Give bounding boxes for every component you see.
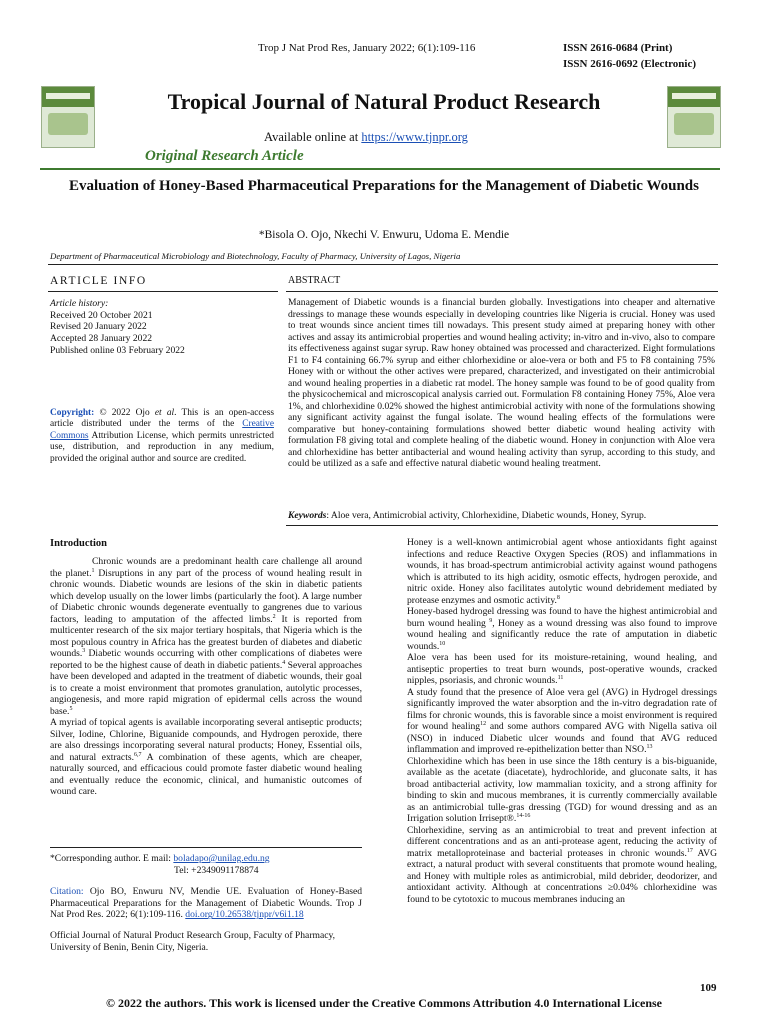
right-paragraph-6: Chlorhexidine, serving as an antimicrobial to treat and prevent infection at different concentrations and as an anti-protease agent, reducing the activity of matrix metalloproteinase and bacterial proteases in chronic wounds.$^{17}$ AVG extract, a natural product with several constituents that promote wound healing, and Honey with multiple roles as antimicrobial, mild debrider, deodorizer, and antioxidant activity. Although at concentrations ≥0.04% chlorhexidine was found to be cytotoxic to mucous membranes inducing an — [407, 824, 717, 905]
citation-block — [50, 886, 362, 921]
article-type: Original Research Article — [145, 148, 304, 164]
issn-electronic: ISSN 2616-0692 (Electronic) — [563, 58, 697, 70]
right-paragraph-2: Honey-based hydrogel dressing was found to have the highest antimicrobial and burn wound healing $^9$, Honey as a wound dressing was also found to improve wound healing and significantly reduce the rate of amputation in diabetic wounds.$^{10}$ — [407, 606, 717, 652]
corresponding-label: *Corresponding author. E mail: — [50, 853, 174, 864]
history-received: Received 20 October 2021 — [50, 309, 153, 321]
doi-link[interactable]: doi.org/10.26538/tjnpr/v6i1.18 — [185, 909, 304, 921]
journal-title: Tropical Journal of Natural Product Research — [167, 89, 601, 114]
article-info-title: ARTICLE INFO — [50, 275, 147, 287]
page-number: 109 — [700, 982, 717, 994]
copyright-text-2: . This is an open-access article distributed under the terms of the — [50, 408, 275, 430]
authors: *Bisola O. Ojo, Nkechi V. Enwuru, Udoma E. Mendie — [258, 229, 510, 241]
copyright-etal: et al — [154, 408, 175, 418]
copyright-text: © 2022 Ojo — [94, 408, 155, 418]
author-phone: Tel: +2349091178874 — [174, 864, 259, 876]
abstract-title: ABSTRACT — [288, 275, 341, 286]
official-journal-note: Official Journal of Natural Product Research Group, Faculty of Pharmacy, University of Benin, Benin City, Nigeria. — [50, 930, 336, 953]
header-divider — [40, 168, 720, 170]
history-accepted: Accepted 28 January 2022 — [50, 333, 153, 345]
header-citation: Trop J Nat Prod Res, January 2022; 6(1):109-116 — [258, 42, 476, 54]
right-paragraph-3: Aloe vera has been used for its moisture-retaining, wound healing, and antiseptic properties to treat burn wounds, post-operative wounds, cracked nipples, psoriasis, and chronic wounds.$^{11}$ — [407, 652, 717, 686]
right-paragraph-5: Chlorhexidine which has been in use since the 18th century is a bis-biguanide, available as the acetate (diacetate), hydrochloride, and gluconate salts, it has broad antibacterial activity, low mammalian toxicity, and a strong affinity for binding to skin and mucous membranes, it is currently commercially available as an antimicrobial tulle-gras dressing (TGD) for wound dressing and as an Irrigation solution Irrisept®.$^{14-16}$ — [407, 755, 717, 824]
copyright-text-3: Attribution License, which permits unrestricted use, distribution, and reproduction in any medium, provided the original author and source are credited. — [50, 430, 274, 464]
journal-url-link[interactable]: https://www.tjnpr.org — [361, 130, 468, 144]
intro-paragraph-2: A myriad of topical agents is available incorporating several antiseptic products; Silver, Iodine, Chlorine, Biguanide compounds, and Hydrogen peroxide, there are also dressings incorporating several natural products; Honey, Essential oils, and natural extracts.$^{6,7}$ A combination of these agents, which are cheaper, naturally sourced, and efficacious could promote faster diabetic wound healing and eventually reduce the economic, clinical, and humanistic outcomes of wound care. — [50, 717, 363, 797]
intro-paragraph-1: Chronic wounds are a predominant health care challenge all around the planet.$^1$ Disruptions in any part of the process of wound healing result in chronic wounds. Diabetic wounds are lesions of the skin in diabetic patients which develop usually on the lower limbs (particularly the foot). A large number of Diabetic chronic wounds degenerate eventually to gangrenes due to various factors, leading to amputation of the affected limbs.$^2$ It is reported from multicenter research of the six major tertiary hospitals, that Nigeria which is the most populous country in Africa has the greatest burden of diabetes and diabetic wounds.$^3$ Diabetic wounds occurring with other complications of diabetes were reported to be the highest cause of death in diabetic patients.$^4$ Several approaches have been developed and adapted in the treatment of diabetic wounds, their goal is to create a moist environment that promotes granulation, autolytic processes, angiogenesis, and more rapid migration of epidermal cells across the wound base.$^5$ — [50, 556, 362, 717]
author-email-link[interactable]: boladapo@unilag.edu.ng — [173, 853, 270, 864]
right-paragraph-1: Honey is a well-known antimicrobial agent whose antioxidants fight against infections and reduce Reactive Oxygen Species (ROS) and inflammations in wounds, it has broad-spectrum antimicrobial activity against wound pathogens which is attributed to its high acidity, osmotic effects, hydrogen peroxide, and nitric oxide. Honey also facilitates autolytic wound debridement mediated by protease enzymes and osmotic activity.$^8$ — [407, 537, 717, 606]
affiliation: Department of Pharmaceutical Microbiology and Biotechnology, Faculty of Pharmacy, University of Lagos, Nigeria — [50, 251, 461, 261]
citation-label: Citation: — [50, 886, 84, 897]
abstract-divider — [286, 291, 718, 292]
abstract-text: Management of Diabetic wounds is a financial burden globally. Investigations into cheaper and alternative dressings to manage these wounds especially in developing countries like Nigeria is crucial. Honey was used to treat wounds since ancient times till nowadays. This present study aimed at preparing honey with other actives and assay its antimicrobial properties and wound healing activity; in-vitro and in-vivo, also to compare its effectiveness against sugar syrup. Raw honey obtained was processed and characterized. Eight formulations F1 to F4 containing 66.7% syrup and either chlorhexidine or aloe-vera or both and F5 to F8 containing 75% Honey with or without the other actives were prepared, characterized, and investigated on their antimicrobial and wound healing properties in a diabetic rat model. The honey sample was found to be of good quality from the physicochemical and microscopical analysis carried out. Formulation F8 containing Honey 75%, Aloe vera 1%, and chlorhexidine 0.02% showed the highest antimicrobial activity with none of the formulations showing any significant activity against the fungal isolate. The wound healing effects of the formulations were comparative but honey-containing formulations showed better diabetic wound healing activity with formulation F8 giving total and complete healing of the diabetic wound. Honey in conjunction with Aloe vera and chlorhexidine has better antibacterial and wound healing activity than syrup, according to this study, and could be utilized as a safe and effective natural diabetic wound healing treatment. — [288, 297, 715, 469]
copyright-notice — [50, 408, 274, 465]
available-label: Available online at — [264, 130, 362, 144]
keywords — [288, 510, 715, 522]
corresponding-author — [50, 853, 362, 876]
introduction-body — [50, 556, 362, 798]
keywords-list: : Aloe vera, Antimicrobial activity, Chlorhexidine, Diabetic wounds, Honey, Syrup. — [326, 510, 647, 521]
paper-title: Evaluation of Honey-Based Pharmaceutical Preparations for the Management of Diabetic Wounds — [69, 178, 699, 194]
footnote-divider — [50, 847, 362, 848]
citation-text: Ojo BO, Enwuru NV, Mendie UE. Evaluation of Honey-Based Pharmaceutical Preparations for the Management of Diabetic Wounds. Trop J Nat Prod Res. 2022; 6(1):109-116. — [50, 886, 362, 921]
article-info-divider — [48, 291, 278, 292]
issn-print: ISSN 2616-0684 (Print) — [563, 42, 673, 54]
article-history — [50, 298, 278, 357]
history-label: Article history: — [50, 298, 109, 309]
keywords-divider — [286, 525, 718, 526]
available-online — [264, 130, 468, 145]
affiliation-divider — [48, 264, 718, 265]
history-revised: Revised 20 January 2022 — [50, 321, 147, 333]
footer-license: © 2022 the authors. This work is licensed under the Creative Commons Attribution 4.0 International License — [106, 996, 662, 1010]
body-right-column — [407, 537, 717, 905]
introduction-heading: Introduction — [50, 538, 107, 549]
right-paragraph-4: A study found that the presence of Aloe vera gel (AVG) in Hydrogel dressings significantly improved the water absorption and the in-vitro degradation rate of films for chronic wounds, this is favorable since a moist environment is required for wound healing$^{12}$ and some authors compared AVG with Nigella sativa oil (NSO) in induced Diabetic ulcer wounds and found that AVG reduced inflammation and improved re-epithelization better than NSO.$^{13}$ — [407, 686, 718, 755]
history-published: Published online 03 February 2022 — [50, 344, 185, 356]
copyright-label: Copyright: — [50, 408, 95, 418]
creative-commons-link[interactable]: Creative Commons — [50, 419, 274, 441]
keywords-label: Keywords — [288, 510, 327, 521]
